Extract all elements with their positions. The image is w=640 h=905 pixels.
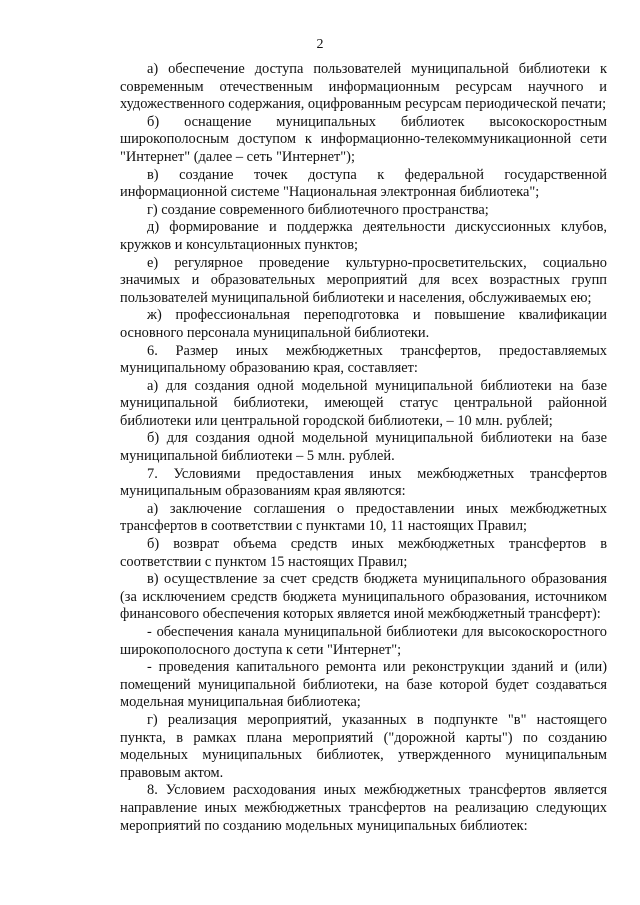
paragraph-7g: г) реализация мероприятий, указанных в подпункте "в" настоящего пункта, в рамках плана мероприятий ("дорожной карты") по созданию модельных муниципальных библиотек, утвержденного муниципальным правовым актом. [120, 711, 607, 781]
paragraph-5d: д) формирование и поддержка деятельности дискуссионных клубов, кружков и консультационных пунктов; [120, 219, 607, 253]
page-number: 2 [316, 37, 324, 52]
paragraph-6b: б) для создания одной модельной муниципальной библиотеки на базе муниципальной библиотеки – 5 млн. рублей. [120, 430, 607, 465]
paragraph-5v: в) создание точек доступа к федеральной государственной информационной системе "Национальная электронная библиотека"; [120, 166, 607, 201]
paragraph-5g: г) создание современного библиотечного пространства; [147, 201, 489, 218]
paragraph-7v-item-2: - проведения капитального ремонта или реконструкции зданий и (или) помещений муниципальной библиотеки, на базе которой будет создаваться модельная муниципальная библиотека; [120, 659, 607, 711]
paragraph-5e: е) регулярное проведение культурно-просветительских, социально значимых и образовательных мероприятий для всех возрастных групп пользователей муниципальной библиотеки и населения, обслуживаемых ею; [120, 254, 607, 306]
paragraph-7b: б) возврат объема средств иных межбюджетных трансфертов в соответствии с пунктом 15 настоящих Правил; [120, 536, 607, 570]
paragraph-6a: а) для создания одной модельной муниципальной библиотеки на базе муниципальной библиотеки, имеющей статус центральной районной библиотеки или центральной городской библиотеки, – 10 млн. рублей; [120, 377, 607, 429]
paragraph-7v-item-1: - обеспечения канала муниципальной библиотеки для высокоскоростного широкополосного доступа к сети "Интернет"; [120, 624, 607, 658]
paragraph-6: 6. Размер иных межбюджетных трансфертов, предоставляемых муниципальному образованию края, составляет: [120, 342, 607, 377]
paragraph-7: 7. Условиями предоставления иных межбюджетных трансфертов муниципальным образованиям края являются: [120, 465, 607, 500]
paragraph-7a: а) заключение соглашения о предоставлении иных межбюджетных трансфертов в соответствии с пунктами 10, 11 настоящих Правил; [120, 500, 607, 535]
paragraph-5b: б) оснащение муниципальных библиотек высокоскоростным широкополосным доступом к информационно-телекоммуникационной сети "Интернет" (далее – сеть "Интернет"); [120, 113, 607, 165]
paragraph-5a: а) обеспечение доступа пользователей муниципальной библиотеки к современным отечественным информационным ресурсам научного и художественного содержания, оцифрованным ресурсам периодической печати; [120, 61, 607, 113]
document-body [120, 61, 607, 835]
paragraph-7v: в) осуществление за счет средств бюджета муниципального образования (за исключением средств бюджета муниципального образования, источником финансового обеспечения которых является иной межбюджетный трансферт): [120, 571, 607, 623]
paragraph-8: 8. Условием расходования иных межбюджетных трансфертов является направление иных межбюджетных трансфертов на реализацию следующих мероприятий по созданию модельных муниципальных библиотек: [120, 782, 607, 834]
paragraph-5zh: ж) профессиональная переподготовка и повышение квалификации основного персонала муниципальной библиотеки. [120, 307, 607, 341]
